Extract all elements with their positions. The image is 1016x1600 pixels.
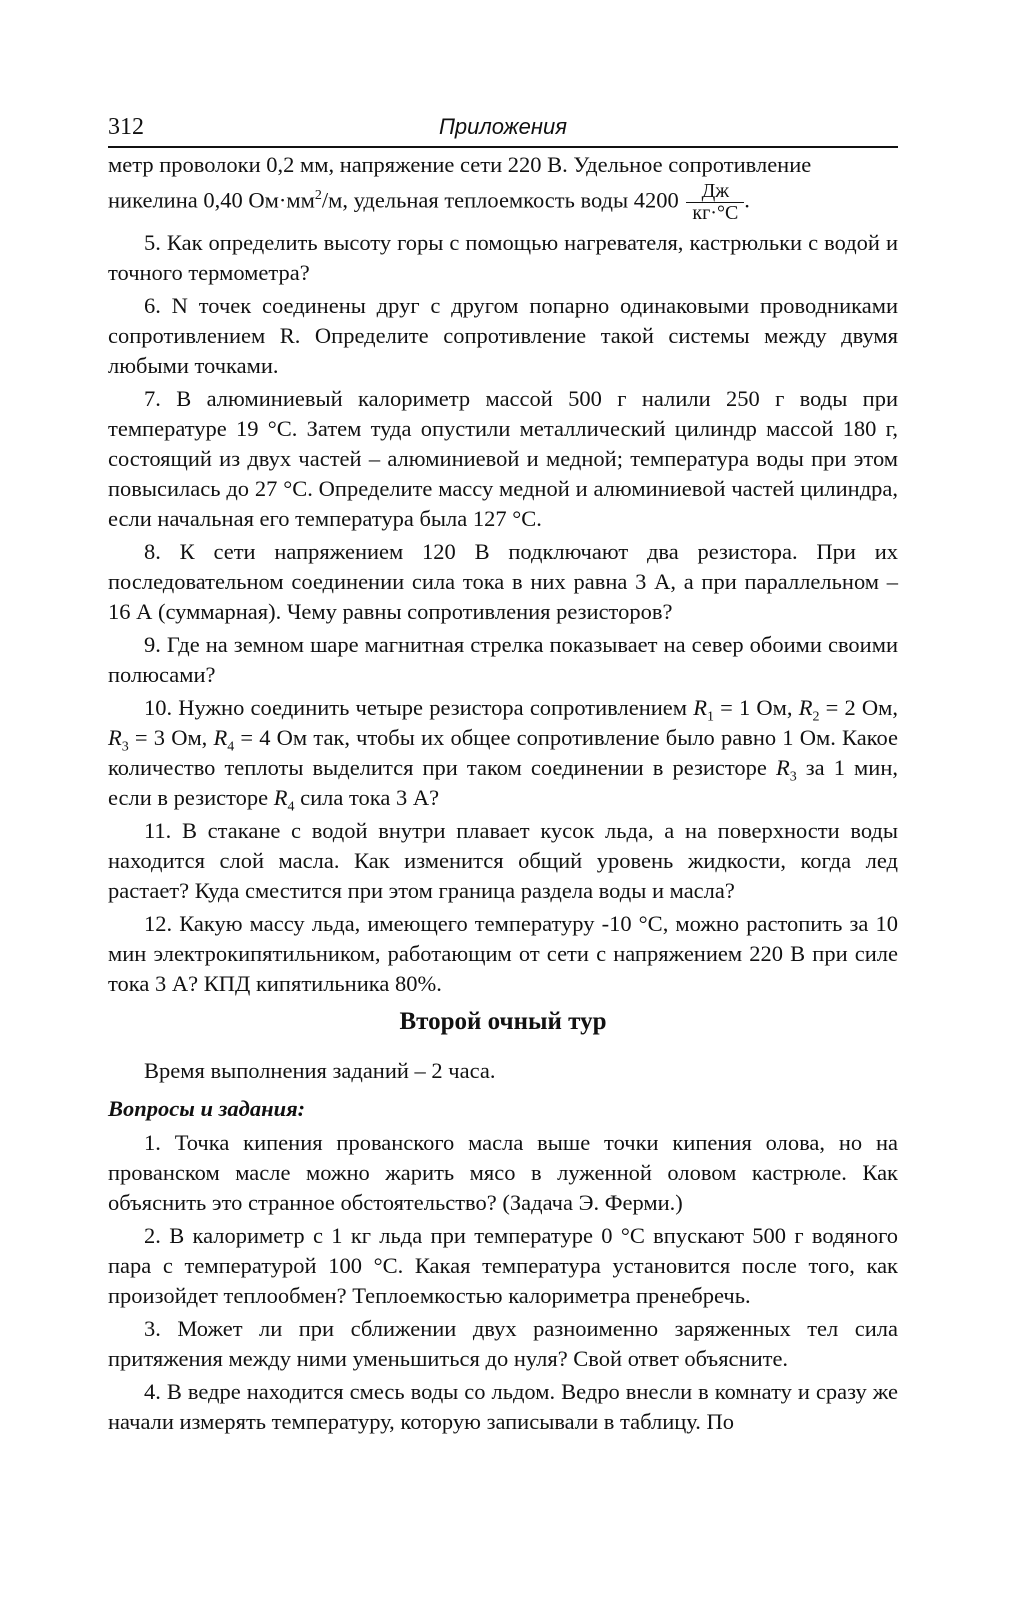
running-title: Приложения — [438, 114, 568, 139]
problem-5: 5. Как определить высоту горы с помощью нагревателя, кастрюльки с водой и точного термометра? — [108, 230, 898, 285]
question-4: 4. В ведре находится смесь воды со льдом. Ведро внесли в комнату и сразу же начали измерять температуру, которую записывали в таблицу. По — [108, 1379, 898, 1434]
question-2: 2. В калориметр с 1 кг льда при температуре 0 °С впускают 500 г водяного пара с температурой 100 °С. Какая температура установится после того, как произойдет теплообмен? Теплоемкостью калориметра пренебречь. — [108, 1223, 898, 1308]
problem-11: 11. В стакане с водой внутри плавает кусок льда, а на поверхности воды находится слой масла. Как изменится общий уровень жидкости, когда лед растает? Куда сместится при этом граница раздела воды и масла? — [108, 818, 898, 903]
problem-10: 10. Нужно соединить четыре резистора сопротивлением $R_1 = 1$ Ом, $R_2 = 2$ Ом, $R_3 = 3$ Ом, $R_4 = 4$ Ом так, чтобы их общее сопротивление было равно 1 Ом. Какое количество теплоты выделится при таком соединении в резисторе $R_3$ за 1 мин, если в резисторе $R_4$ сила тока 3 А? — [108, 695, 898, 815]
fraction-numerator: Дж — [686, 181, 744, 203]
problems-first-round — [108, 150, 898, 1002]
continuation-line-1: метр проволоки 0,2 мм, напряжение сети 220 В. Удельное сопротивление — [108, 152, 812, 177]
problems-second-round — [108, 1128, 898, 1440]
fraction-denominator: кг·°С — [692, 202, 739, 224]
time-limit: Время выполнения заданий – 2 часа. — [144, 1058, 496, 1083]
problem-8: 8. К сети напряжением 120 В подключают два резистора. При их последовательном соединении сила тока в них равна 3 А, а при параллельном – 16 А (суммарная). Чему равны сопротивления резисторов? — [108, 539, 898, 624]
questions-heading: Вопросы и задания: — [108, 1096, 306, 1121]
specific-heat-unit-fraction — [686, 181, 744, 224]
question-1: 1. Точка кипения прованского масла выше точки кипения олова, но на прованском масле можно жарить мясо в луженной оловом кастрюле. Как объяснить это странное обстоятельство? (Задача Э. Ферми.) — [108, 1130, 898, 1215]
section-title: Второй очный тур — [399, 1008, 607, 1035]
question-3: 3. Может ли при сближении двух разноименно заряженных тел сила притяжения между ними уменьшиться до нуля? Свой ответ объясните. — [108, 1316, 898, 1371]
problem-7: 7. В алюминиевый калориметр массой 500 г налили 250 г воды при температуре 19 °С. Затем туда опустили металлический цилиндр массой 180 г, состоящий из двух частей – алюминиевой и медной; температура воды при этом повысилась до 27 °С. Определите массу медной и алюминиевой частей цилиндра, если начальная его температура была 127 °С. — [108, 386, 898, 531]
page-header — [108, 110, 898, 148]
problem-9: 9. Где на земном шаре магнитная стрелка показывает на север обоими своими полюсами? — [108, 632, 898, 687]
problem-6: 6. N точек соединены друг с другом попарно одинаковыми проводниками сопротивлением R. Определите сопротивление такой системы между двумя любыми точками. — [108, 293, 898, 378]
continuation-line-2: никелина 0,40 $Ом\cdot мм^2/м$, удельная теплоемкость воды 4200 $\frac{Дж}{кг\cdot^\circ С}$ . — [108, 180, 750, 224]
problem-12: 12. Какую массу льда, имеющего температуру -10 °С, можно растопить за 10 мин электрокипятильником, работающим от сети с напряжением 220 В при силе тока 3 А? КПД кипятильника 80%. — [108, 911, 898, 996]
page-number: 312 — [108, 114, 144, 140]
